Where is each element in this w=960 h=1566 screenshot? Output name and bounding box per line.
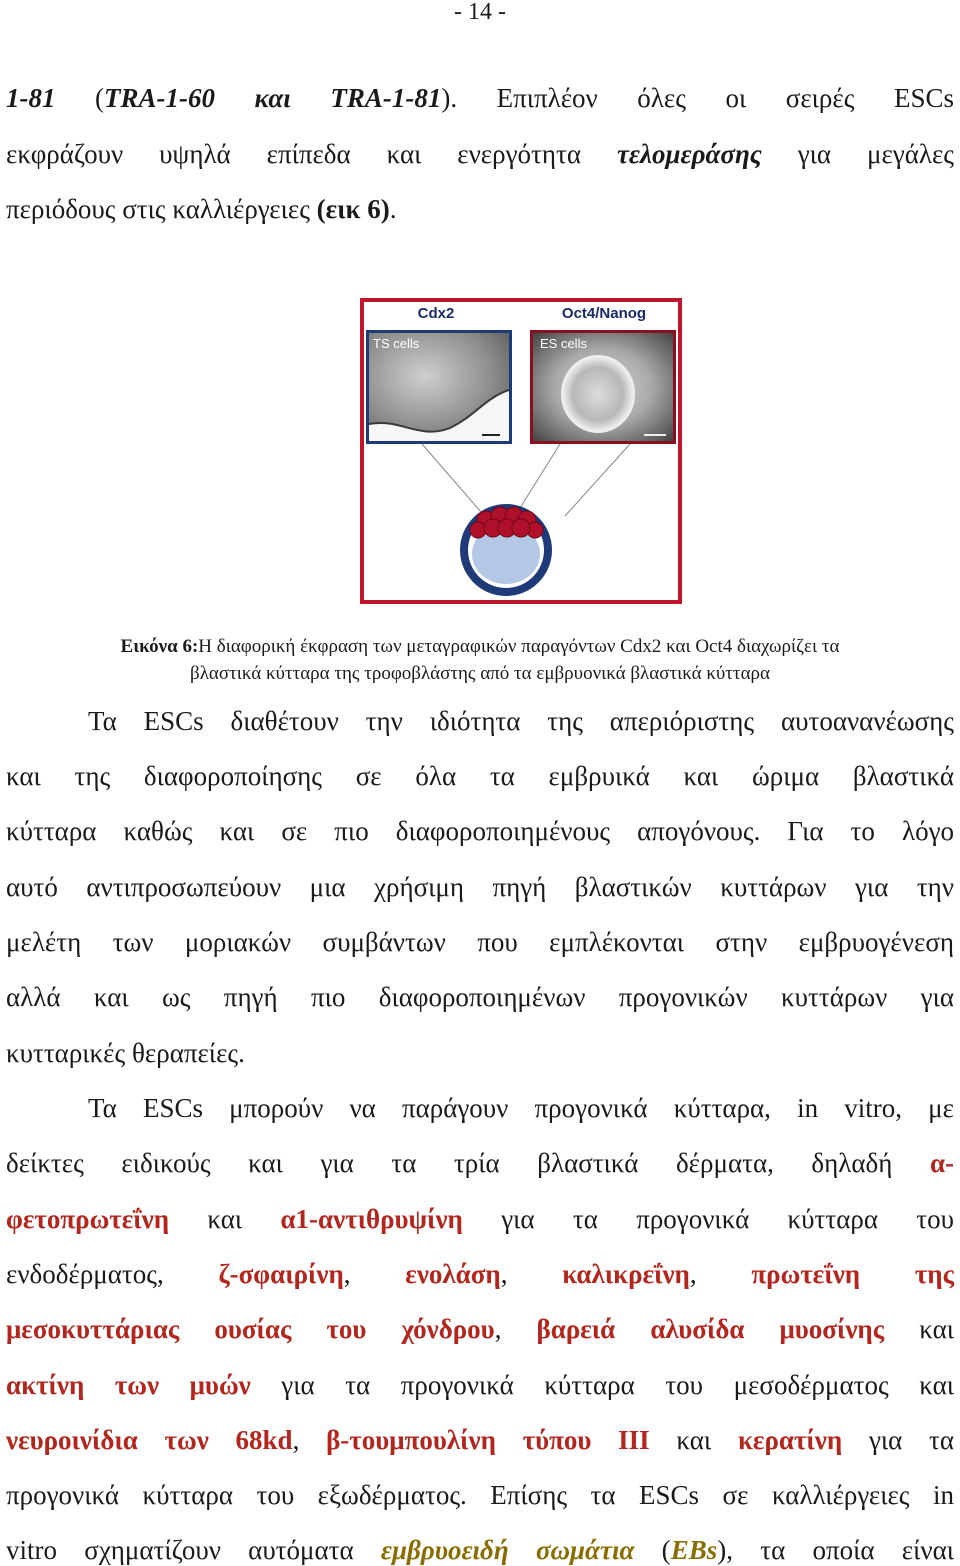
text-run: ( — [55, 83, 105, 113]
highlight-term: καλικρεΐνη — [562, 1259, 690, 1289]
text-line: αλλά και ως πηγή πιο διαφοροποιημένων προγονικών κυττάρων για — [6, 982, 954, 1012]
text-line: προγονικά κύτταρα του εξωδέρματος. Επίσης τα ESCs σε καλλιέργειες in — [6, 1480, 954, 1510]
blastocyst-diagram — [360, 298, 682, 604]
text-run: , — [343, 1259, 406, 1289]
text-run: . — [389, 194, 397, 224]
text-run: τελομεράσης — [616, 139, 762, 169]
text-run: , — [689, 1259, 752, 1289]
scale-bar — [482, 434, 500, 436]
highlight-term: ενολάση — [405, 1259, 501, 1289]
text-run: εκφράζουν υψηλά επίπεδα και ενεργότητα — [6, 139, 617, 169]
text-line — [6, 82, 954, 114]
text-run: και — [169, 1204, 281, 1234]
page-number: - 14 - — [454, 0, 506, 25]
highlight-term: β-τουμπουλίνη τύπου ΙΙΙ — [326, 1425, 650, 1455]
text-line: Τα ESCs διαθέτουν την ιδιότητα της απεριόριστης αυτοανανέωσης — [88, 706, 954, 736]
text-line: μελέτη των μοριακών συμβάντων που εμπλέκονται στην εμβρυογένεση — [6, 927, 954, 957]
text-line — [6, 1203, 954, 1235]
text-run: ( — [634, 1535, 671, 1565]
text-run: , — [500, 1259, 563, 1289]
text-run: 1-81 — [6, 83, 56, 113]
label-ts-cells: TS cells — [373, 336, 420, 351]
text-run: για τα προγονικά κύτταρα του μεσοδέρματος και — [250, 1370, 954, 1400]
highlight-term: α- — [929, 1148, 954, 1178]
highlight-term: μεσοκυττάριας ουσίας του χόνδρου — [6, 1314, 495, 1344]
text-run: και — [649, 1425, 738, 1455]
text-run: περιόδους στις καλλιέργειες — [6, 194, 317, 224]
text-line — [6, 1424, 954, 1456]
caption-text: Η διαφορική έκφραση των μεταγραφικών παραγόντων Cdx2 και Oct4 διαχωρίζει τα — [198, 636, 840, 657]
text-line: αυτό αντιπροσωπεύουν μια χρήσιμη πηγή βλαστικών κυττάρων για την — [6, 872, 954, 902]
text-run: , — [292, 1425, 327, 1455]
scale-bar — [644, 434, 666, 436]
text-line: Τα ESCs μπορούν να παράγουν προγονικά κύτταρα, in vitro, με — [88, 1093, 954, 1123]
text-run: δείκτες ειδικούς και για τα τρία βλαστικά δέρματα, δηλαδή — [6, 1148, 930, 1178]
highlight-term: EBs — [670, 1535, 718, 1565]
text-run: ενδοδέρματος, — [6, 1259, 219, 1289]
label-cdx2: Cdx2 — [417, 305, 455, 322]
figure-caption — [0, 634, 960, 660]
highlight-term: εμβρυοειδή σωμάτια — [380, 1535, 635, 1565]
text-line: και της διαφοροποίησης σε όλα τα εμβρυικά και ώριμα βλαστικά — [6, 761, 954, 791]
highlight-term: φετοπρωτεΐνη — [6, 1204, 170, 1234]
text-run: TRA-1-60 και TRA-1-81 — [104, 83, 442, 113]
text-run: vitro σχηματίζουν αυτόματα — [6, 1535, 381, 1565]
text-run: ). Επιπλέον όλες οι σειρές ESCs — [441, 83, 954, 113]
text-run: ), τα οποία είναι — [717, 1535, 955, 1565]
text-line: κύτταρα καθώς και σε πιο διαφοροποιημένους απογόνους. Για το λόγο — [6, 816, 954, 846]
text-run: , — [494, 1314, 537, 1344]
highlight-term: ακτίνη των μυών — [6, 1370, 251, 1400]
figure-caption-line: βλαστικά κύτταρα της τροφοβλάστης από τα εμβρυονικά βλαστικά κύτταρα — [190, 663, 770, 684]
text-run: για τα προγονικά κύτταρα του — [462, 1204, 954, 1234]
es-colony — [562, 356, 634, 432]
highlight-term: νευροινίδια των 68kd — [6, 1425, 293, 1455]
text-line — [6, 1147, 954, 1179]
text-run: για μεγάλες — [761, 139, 954, 169]
figure-6 — [360, 298, 682, 604]
caption-label: Εικόνα 6: — [120, 636, 199, 657]
highlight-term: α1-αντιθρυψίνη — [280, 1204, 463, 1234]
label-oct4-nanog: Oct4/Nanog — [561, 305, 647, 322]
text-line — [6, 1369, 954, 1401]
highlight-term: κερατίνη — [737, 1425, 843, 1455]
label-es-cells: ES cells — [540, 336, 587, 351]
highlight-term: βαρειά αλυσίδα μυοσίνης — [536, 1314, 885, 1344]
text-line — [6, 1258, 954, 1290]
text-line — [6, 1534, 954, 1566]
text-line: κυτταρικές θεραπείες. — [6, 1038, 245, 1068]
text-run: για τα — [842, 1425, 955, 1455]
text-run: και — [884, 1314, 955, 1344]
text-line — [6, 193, 954, 225]
text-run: (εικ 6) — [316, 194, 390, 224]
highlight-term: πρωτεΐνη της — [751, 1259, 954, 1289]
text-line — [6, 1313, 954, 1345]
text-line — [6, 138, 954, 170]
highlight-term: ζ-σφαιρίνη — [218, 1259, 344, 1289]
